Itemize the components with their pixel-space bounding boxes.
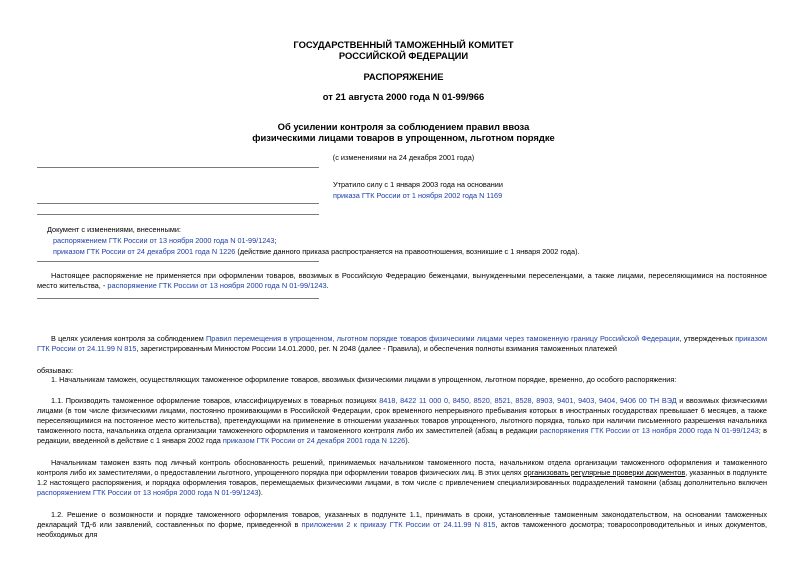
- notice-paragraph: [37, 271, 767, 291]
- chiefs-text-1: Начальникам таможен взять под личный контроль обоснованность решений, принимаемых начальником таможенного поста, начальником отдела организации таможенного оформления и таможенного контроля либо их заместителями, о предоставлении льготного, упрощенного порядка при оформлении товаров физических лиц. В этих целях: [37, 458, 767, 477]
- preamble-paragraph: [37, 334, 767, 354]
- document-date-number: от 21 августа 2000 года N 01-99/966: [322, 91, 485, 102]
- order-815-link[interactable]: приказом ГТК России от 24.11.99 N 815: [37, 334, 767, 353]
- chiefs-paragraph: [37, 458, 767, 498]
- document-title-line1: Об усилении контроля за соблюдением правил ввоза: [277, 121, 530, 132]
- chiefs-text-2: , указанных в подпункте 1.2 настоящего распоряжения, и порядка оформления товаров, перемещаемых физическими лицами, в том числе с привлечением специализированных подразделений таможни (абзац дополнительно включен: [37, 468, 767, 487]
- document-type: РАСПОРЯЖЕНИЕ: [363, 71, 444, 82]
- item-1-1-text-1: 1.1. Производить таможенное оформление товаров, классифицируемых в товарных позициях: [51, 396, 377, 405]
- amendment-separator: ;: [274, 236, 277, 245]
- divider: [37, 298, 319, 299]
- amendments-intro: Документ с изменениями, внесенными:: [47, 225, 181, 234]
- obliges-text: обязываю:: [37, 366, 73, 375]
- preamble-text-3: , зарегистрированным Минюстом России 14.01.2000, рег. N 2048 (далее - Правила), и обеспечения полноты взимания таможенных платежей: [136, 344, 617, 353]
- order-1226-link[interactable]: приказом ГТК России от 24 декабря 2001 года N 1226: [222, 436, 406, 445]
- item-1-2-text-1: 1.2. Решение о возможности и порядке таможенного оформления товаров, указанных в подпункте 1.1, принимать в сроки, установленные таможенным законодательством, на основании таможенных деклараций ТД-6 или заявлений, составленных по форме, приведенной в: [37, 510, 767, 529]
- chiefs-order-1243-link[interactable]: распоряжением ГТК России от 13 ноября 2000 года N 01-99/1243: [37, 488, 259, 497]
- divider: [37, 261, 319, 262]
- item-1-2-paragraph: [37, 510, 767, 540]
- item-1-1-text-4: ).: [405, 436, 410, 445]
- rules-link[interactable]: Правил перемещения в упрощенном, льготном порядке товаров физическими лицами через таможенную границу Российской Федерации: [206, 334, 680, 343]
- notice-link[interactable]: распоряжение ГТК России от 13 ноября 2000 года N 01-99/1243: [107, 281, 327, 290]
- org-name-line1: ГОСУДАРСТВЕННЫЙ ТАМОЖЕННЫЙ КОМИТЕТ: [293, 39, 514, 50]
- status-link[interactable]: приказа ГТК России от 1 ноября 2002 года N 1169: [333, 191, 503, 200]
- notice-end: .: [326, 281, 329, 290]
- amendment-link-2[interactable]: приказом ГТК России от 24 декабря 2001 года N 1226: [53, 247, 236, 256]
- divider: [37, 203, 319, 204]
- status-text: Утратило силу с 1 января 2003 года на основании: [333, 180, 503, 189]
- item-1-1-text-3: ; в редакции, введенной в действие с 1 января 2002 года: [37, 426, 767, 445]
- preamble-text-2: , утвержденных: [679, 334, 736, 343]
- amendment-date: (с изменениями на 24 декабря 2001 года): [332, 153, 475, 162]
- amendment-link-1[interactable]: распоряжением ГТК России от 13 ноября 2000 года N 01-99/1243: [53, 236, 275, 245]
- item-1-2-text-2: , актов таможенного досмотра; товаросопроводительных и иных документов, необходимых для: [37, 520, 768, 539]
- appendix-2-link[interactable]: приложении 2 к приказу ГТК России от 24.11.99 N 815: [301, 520, 496, 529]
- chiefs-text-3: ).: [258, 488, 263, 497]
- org-name-line2: РОССИЙСКОЙ ФЕДЕРАЦИИ: [338, 50, 469, 61]
- divider: [37, 167, 319, 168]
- item-1-1-paragraph: [37, 396, 767, 446]
- amendment-note: (действие данного приказа распространяется на правоотношения, возникшие с 1 января 2002 года).: [235, 247, 580, 256]
- item-1-1-text-2: и ввозимых физическими лицами (в том числе физическими лицами, постоянно проживающими в Российской Федерации, срок временного непрерывного пребывания которых в иностранных государствах превышает 6 месяцев, а также переселяющимися на постоянное место жительства), претендующими на применение в отношении указанных товаров упрощенного, льготного порядка, только при наличии письменного разрешения начальника таможенного поста, начальника отдела организации таможенного оформления и таможенного контроля либо их заместителей (абзац в редакции: [37, 396, 767, 435]
- order-1243-link[interactable]: распоряжения ГТК России от 13 ноября 2000 года N 01-99/1243: [539, 426, 759, 435]
- notice-text: Настоящее распоряжение не применяется при оформлении товаров, ввозимых в Российскую Федерацию беженцами, вынужденными переселенцами, а также лицами, переселяющимися на постоянное место жительства, -: [37, 271, 767, 290]
- item-1: 1. Начальникам таможен, осуществляющих таможенное оформление товаров, ввозимых физическими лицами в упрощенном, льготном порядке, временно, до особого распоряжения:: [51, 375, 677, 384]
- document-title-line2: физическими лицами товаров в упрощенном, льготном порядке: [252, 132, 555, 143]
- divider: [37, 214, 319, 215]
- tnved-positions-link[interactable]: 8418, 8422 11 000 0, 8450, 8520, 8521, 8528, 8903, 9401, 9403, 9404, 9406 00 ТН ВЭД: [379, 396, 677, 405]
- preamble-text-1: В целях усиления контроля за соблюдением: [51, 334, 207, 343]
- chiefs-underlined-text: организовать регулярные проверки документов: [523, 468, 686, 477]
